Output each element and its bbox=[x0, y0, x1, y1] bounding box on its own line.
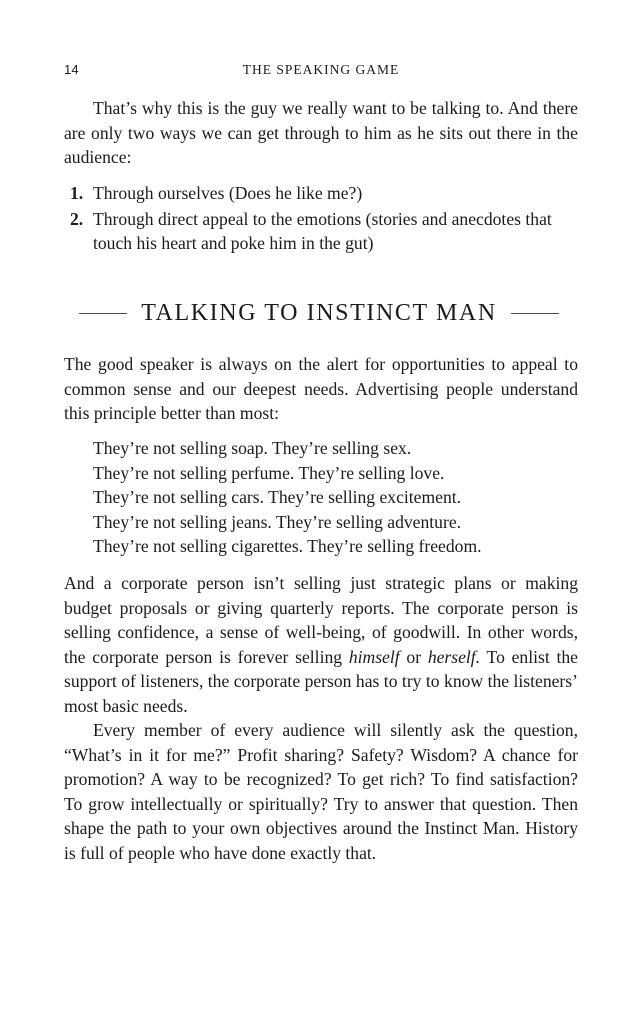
emphasis-herself: herself. bbox=[427, 646, 481, 667]
selling-line: They’re not selling jeans. They’re selling adventure. bbox=[93, 511, 462, 532]
paragraph-corporate bbox=[64, 571, 578, 719]
selling-line: They’re not selling cars. They’re selling excitement. bbox=[93, 487, 462, 508]
list-item bbox=[64, 181, 578, 206]
selling-line: They’re not selling soap. They’re selling sex. bbox=[93, 438, 412, 458]
corporate-text-part1: And a corporate person isn’t selling just strategic plans or making budget proposals or giving quarterly reports. The corporate person is selling confidence, a sense of well-being, of goodwill. In other words, the corporate person is forever selling bbox=[64, 573, 578, 667]
list-item-text: Through ourselves (Does he like me?) bbox=[93, 183, 363, 203]
running-header bbox=[64, 62, 578, 82]
selling-lines-list bbox=[93, 436, 578, 559]
section-heading bbox=[60, 300, 578, 327]
paragraph-audience: Every member of every audience will silently ask the question, “What’s in it for me?” Profit sharing? Safety? Wisdom? A chance for promotion? A way to be recognized? To get rich? To find satisfaction? To grow intellectually or spiritually? Try to answer that question. Then shape the path to your own objectives around the Instinct Man. History is full of people who have done exactly that. bbox=[64, 720, 578, 863]
paragraph-advertising: The good speaker is always on the alert for opportunities to appeal to common sense and our deepest needs. Advertising people understand this principle better than most: bbox=[64, 354, 578, 424]
section-heading-text: TALKING TO INSTINCT MAN bbox=[141, 300, 497, 326]
selling-line: They’re not selling perfume. They’re selling love. bbox=[93, 462, 445, 483]
corporate-text-part2: To enlist the support of listeners, the corporate person has to try to know the listeners’ most basic needs. bbox=[64, 646, 578, 716]
numbered-list bbox=[64, 181, 578, 257]
corporate-text-or: or bbox=[399, 646, 428, 667]
emphasis-himself: himself bbox=[348, 646, 400, 667]
selling-line: They’re not selling cigarettes. They’re selling freedom. bbox=[93, 536, 482, 557]
running-header-title: THE SPEAKING GAME bbox=[242, 62, 400, 77]
paragraph-intro: That’s why this is the guy we really want to be talking to. And there are only two ways we can get through to him as he sits out there in the audience: bbox=[64, 98, 578, 168]
list-item bbox=[64, 207, 578, 256]
list-item-text: Through direct appeal to the emotions (stories and anecdotes that touch his heart and poke him in the gut) bbox=[93, 208, 552, 254]
page-number: 14 bbox=[64, 62, 79, 77]
heading-rule-left bbox=[79, 313, 127, 314]
list-item-number: 1. bbox=[70, 183, 84, 203]
heading-rule-right bbox=[511, 313, 559, 314]
list-item-number: 2. bbox=[70, 208, 84, 229]
